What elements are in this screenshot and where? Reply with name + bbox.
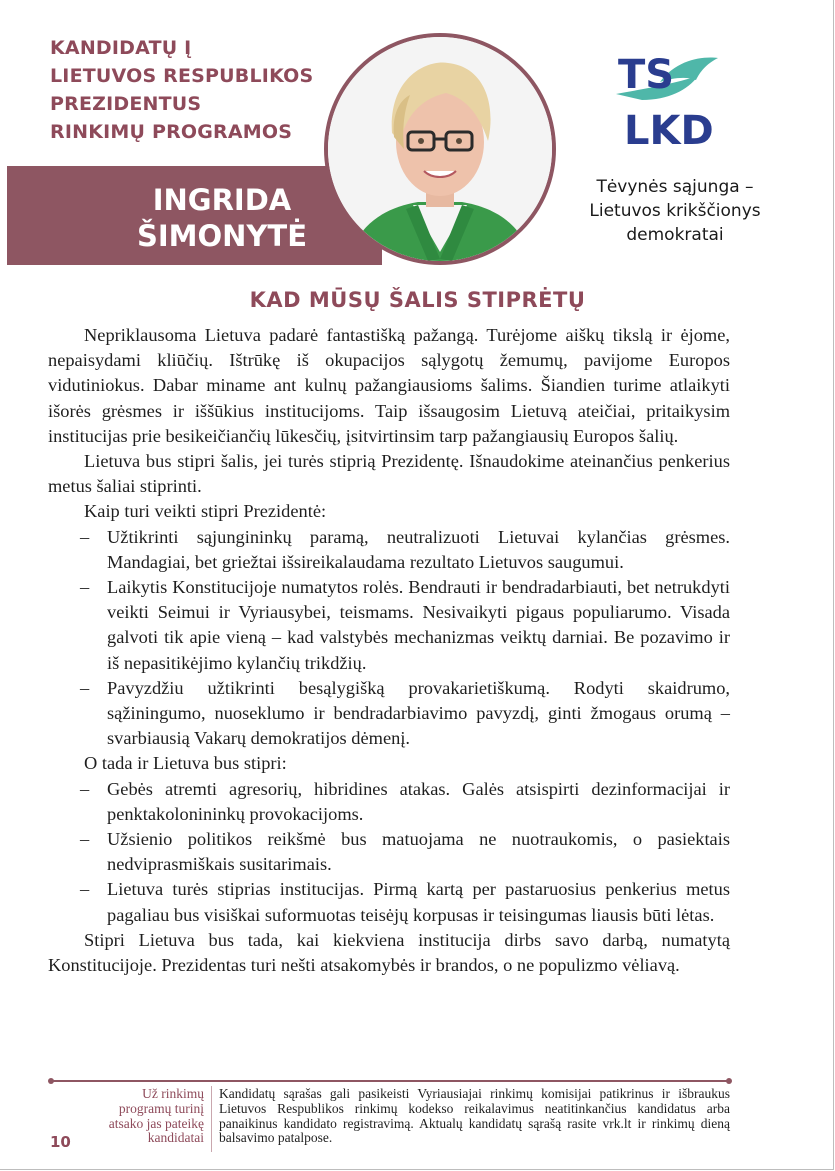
footer-vertical-divider [211, 1086, 212, 1152]
programme-title-line: KANDIDATŲ Į [50, 37, 192, 59]
list-item-text: Užtikrinti sąjungininkų paramą, neutralizuoti Lietuvai kylančias grėsmes. Mandagiai, bet griežtai išsireikalaudama rezultato Lietuvos saugumui. [107, 526, 730, 572]
list-item [80, 676, 730, 752]
page-number: 10 [50, 1133, 71, 1151]
paragraph: Lietuva bus stipri šalis, jei turės stiprią Prezidentę. Išnaudokime ateinančius penkerius metus šaliai stiprinti. [48, 451, 730, 497]
section-title: KAD MŪSŲ ŠALIS STIPRĖTŲ [249, 288, 586, 312]
dash-marker: – [80, 526, 90, 547]
list-item-text: Laikytis Konstitucijoje numatytos rolės. Bendrauti ir bendradarbiauti, bet netrukdyti veikti Seimui ir Vyriausybei, teismams. Nesivaikyti pigaus populiarumo. Visada galvoti tik apie vieną – kad valstybės mechanizmas veiktų darniai. Be pozavimo ir iš nepasitikėjimo kylančių trikdžių. [107, 577, 730, 673]
paragraph: Nepriklausoma Lietuva padarė fantastišką pažangą. Turėjome aiškų tikslą ir ėjome, nepaisydami kliūčių. Ištrūkę iš okupacijos sąlygotų žemumų, pavijome Europos vidutiniokus. Dabar miname ant kulnų pažangiausioms šalims. Šiandien turime atlaikyti išorės grėsmes ir iššūkius institucijoms. Taip išsaugosim Lietuvą ateičiai, pritaikysim institucijas prie besikeičiančių lūkesčių, įsitvirtinsim tarp pažangiausių Europos šalių. [48, 325, 730, 446]
footer-disclaimer-line: atsako jas pateikę [108, 1115, 204, 1131]
dash-marker: – [80, 778, 90, 799]
footer-disclaimer-line: programų turinį [118, 1100, 204, 1116]
dash-marker: – [80, 879, 90, 900]
programme-title-line: LIETUVOS RESPUBLIKOS [50, 65, 314, 87]
footer-note: Kandidatų sąrašas gali pasikeisti Vyriausiajai rinkimų komisijai patikrinus ir išbraukus Lietuvos Respublikos rinkimų kodekso reikalavimus neatitinkančius kandidatus arba panaikinus kandidato registravimą. Aktualų kandidatų sąrašą rasite vrk.lt ir rinkimų dieną balsavimo patalpose. [219, 1086, 730, 1146]
list-item-text: Pavyzdžiu užtikrinti besąlygišką provakarietiškumą. Rodyti skaidrumo, sąžiningumo, nuoseklumo ir bendradarbiavimo pavyzdį, ginti žmogaus orumą – svarbiausią Vakarų demokratijos dėmenį. [107, 677, 730, 749]
paragraph: Kaip turi veikti stipri Prezidentė: [84, 501, 327, 522]
party-name-line: Tėvynės sąjunga – [596, 177, 754, 197]
list-item [80, 575, 730, 676]
candidate-portrait [324, 33, 556, 265]
list-item-text: Lietuva turės stiprias institucijas. Pirmą kartą per pastaruosius penkerius metus pagaliau bus visiškai suformuotas teisėjų korpusas ir teisingumas liausis būti lėtas. [107, 879, 730, 925]
programme-title-line: PREZIDENTUS [50, 93, 202, 115]
programme-body [48, 323, 730, 978]
paragraph: O tada ir Lietuva bus stipri: [84, 753, 287, 774]
footer-disclaimer-line: Už rinkimų [142, 1086, 204, 1101]
list-item-text: Gebės atremti agresorių, hibridines atakas. Galės atsispirti dezinformacijai ir penktakolonininkų provokacijoms. [107, 778, 730, 824]
party-name-line: Lietuvos krikščionys [589, 201, 761, 221]
dash-marker: – [80, 577, 90, 598]
programme-title [50, 34, 350, 146]
logo-text-ts: TS [618, 52, 675, 98]
list-item [80, 827, 730, 877]
list-item [80, 777, 730, 827]
candidate-name [97, 182, 347, 254]
footer-disclaimer [90, 1087, 204, 1146]
list-item [80, 877, 730, 927]
party-logo [606, 50, 722, 150]
logo-text-lkd: LKD [624, 108, 714, 150]
portrait-illustration [328, 37, 552, 261]
paragraph: Stipri Lietuva bus tada, kai kiekviena institucija dirbs savo darbą, numatytą Konstitucijoje. Prezidentas turi nešti atsakomybės ir brandos, o ne populizmo vėliavą. [48, 929, 730, 976]
list-item-text: Užsienio politikos reikšmė bus matuojama ne nuotraukomis, o pasiektais nedviprasmiškais susitarimais. [107, 829, 730, 875]
footer-divider [50, 1080, 730, 1082]
candidate-last-name: ŠIMONYTĖ [136, 219, 308, 253]
list-item [80, 525, 730, 575]
party-logo-mark [606, 50, 722, 150]
party-name-line: demokratai [626, 225, 724, 245]
footer-disclaimer-line: kandidatai [147, 1130, 204, 1146]
candidate-first-name: INGRIDA [152, 183, 292, 217]
programme-title-line: RINKIMŲ PROGRAMOS [50, 121, 293, 143]
party-name [560, 175, 790, 247]
dash-marker: – [80, 677, 90, 698]
dash-marker: – [80, 829, 90, 850]
